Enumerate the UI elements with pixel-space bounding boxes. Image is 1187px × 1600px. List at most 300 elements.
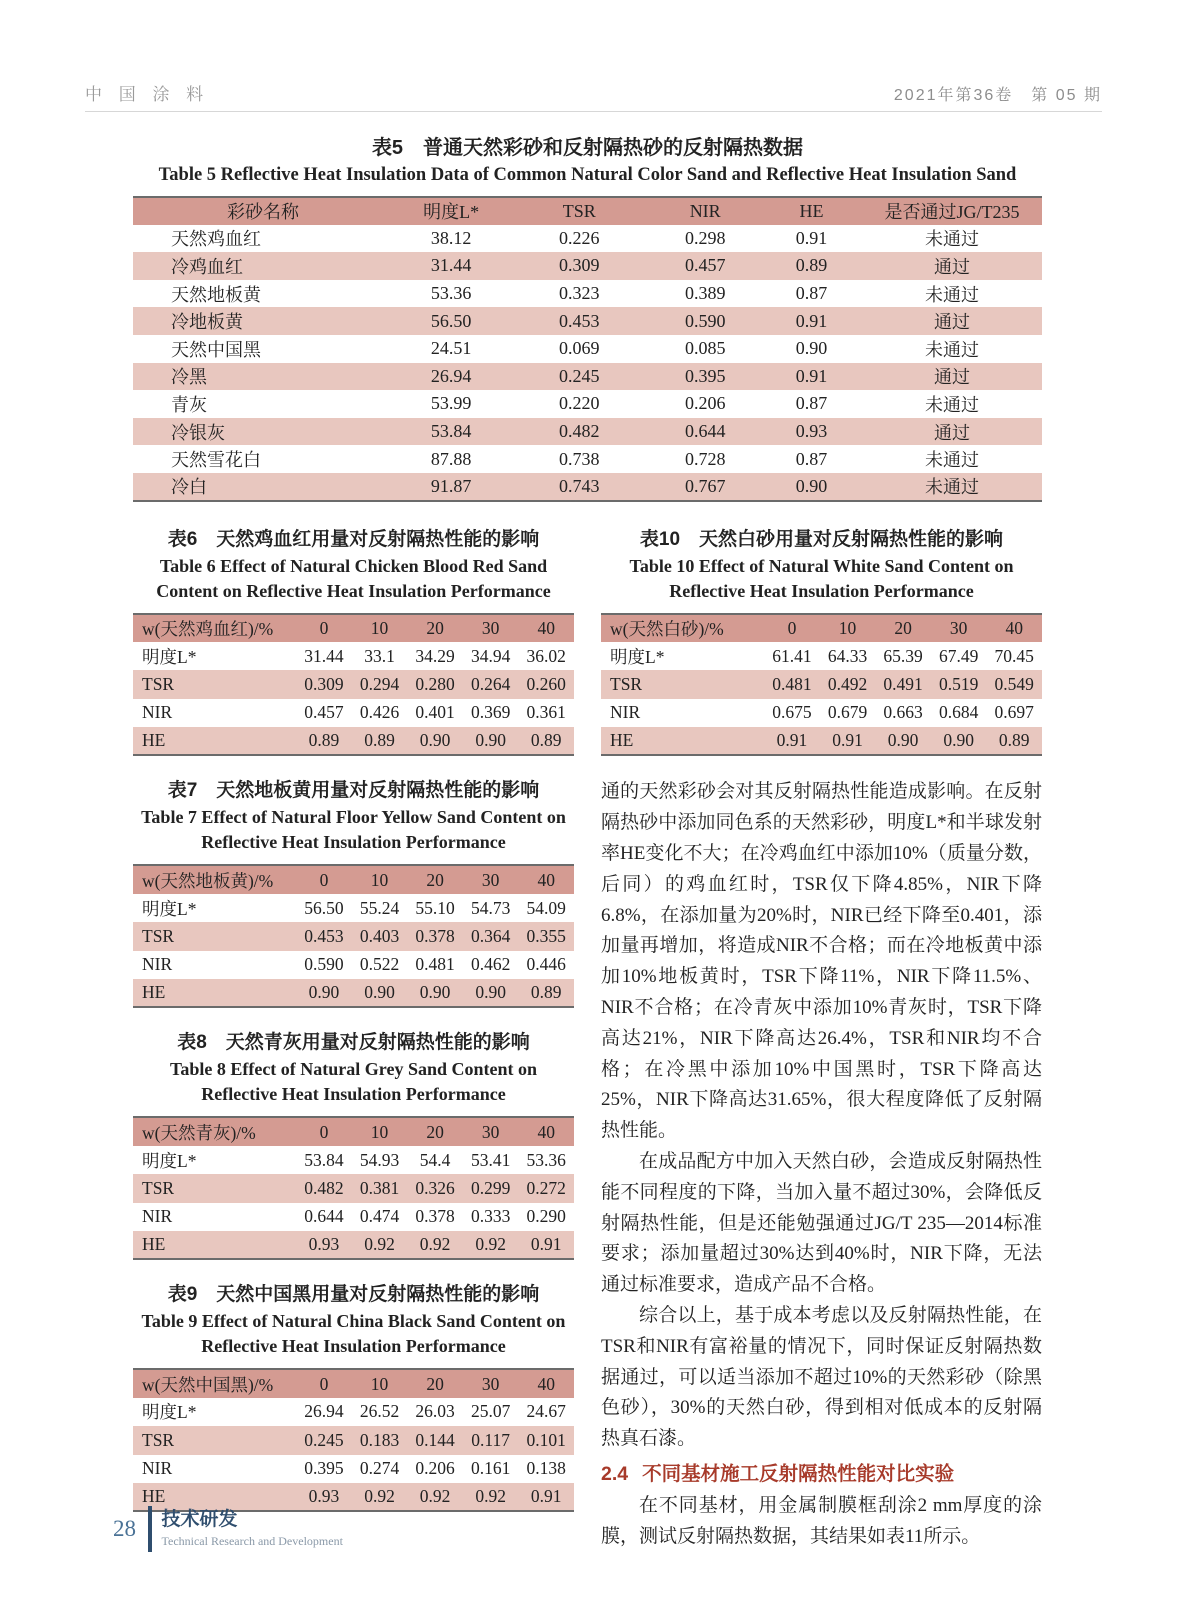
column-header: 40 <box>518 1117 574 1145</box>
cell-lightness: 53.36 <box>430 283 472 304</box>
table-row <box>601 670 1042 698</box>
cell-value: 0.90 <box>943 730 974 751</box>
cell-value: 0.446 <box>526 954 566 975</box>
cell-metric: HE <box>142 1486 166 1507</box>
cell-value: 0.92 <box>419 1234 451 1255</box>
cell-value: 0.92 <box>364 1234 395 1255</box>
table6-title-en: Content on Reflective Heat Insulation Performance <box>156 580 551 601</box>
column-header: w(天然中国黑)/% <box>133 1369 296 1397</box>
paragraph: 在不同基材，用金属制膜框刮涂2 mm厚度的涂膜，测试反射隔热数据，其结果如表11所示。 <box>601 1495 1042 1547</box>
cell-value: 55.10 <box>415 897 455 918</box>
cell-tsr: 0.738 <box>559 448 600 469</box>
cell-value: 25.07 <box>470 1401 511 1422</box>
table-row <box>133 473 1042 501</box>
column-header: 30 <box>463 1369 519 1397</box>
cell-value: 0.663 <box>883 702 923 723</box>
cell-value: 0.684 <box>938 702 979 723</box>
cell-value: 36.02 <box>526 645 566 666</box>
table6 <box>133 613 574 757</box>
paragraph: 在成品配方中加入天然白砂，会造成反射隔热性能不同程度的下降，当加入量不超过30%，会降低反射隔热性能，但是还能勉强通过JG/T 235—2014标准要求；添加量超过30%达到40%时，NIR下降，无法通过标准要求，造成产品不合格。 <box>601 1151 1042 1296</box>
table6-title-zh: 表6 天然鸡血红用量对反射隔热性能的影响 <box>167 528 540 550</box>
cell-value: 54.93 <box>359 1149 400 1170</box>
cell-pass: 未通过 <box>924 284 979 305</box>
cell-value: 0.333 <box>470 1206 511 1227</box>
column-header: 0 <box>296 1117 352 1145</box>
cell-value: 0.364 <box>470 925 511 946</box>
cell-value: 34.29 <box>415 645 455 666</box>
cell-value: 0.644 <box>304 1206 344 1227</box>
cell-value: 0.90 <box>887 730 919 751</box>
cell-metric: HE <box>142 1234 166 1255</box>
cell-value: 0.89 <box>364 730 395 751</box>
table-row <box>133 363 1042 391</box>
cell-value: 0.492 <box>827 674 868 694</box>
footer-section <box>162 1509 343 1549</box>
cell-value: 0.91 <box>832 730 863 751</box>
table8 <box>133 1116 574 1260</box>
table-row <box>133 670 574 698</box>
cell-metric: TSR <box>142 1429 175 1450</box>
table-row <box>133 894 574 922</box>
table5-header <box>133 197 1042 225</box>
issue-info: 2021年第36卷 第 05 期 <box>893 87 1102 104</box>
cell-value: 0.117 <box>471 1429 510 1450</box>
table-row <box>133 280 1042 308</box>
cell-nir: 0.590 <box>684 310 726 331</box>
cell-lightness: 53.99 <box>430 393 472 414</box>
cell-value: 0.93 <box>308 1234 340 1255</box>
cell-value: 0.309 <box>304 674 344 694</box>
cell-value: 53.36 <box>526 1149 566 1170</box>
section-heading-2-4 <box>601 1457 1042 1491</box>
journal-name: 中 国 涂 料 <box>85 85 210 104</box>
cell-metric: NIR <box>142 1458 173 1479</box>
cell-value: 0.326 <box>415 1177 455 1198</box>
table-row <box>133 1203 574 1231</box>
cell-value: 0.92 <box>475 1486 506 1507</box>
column-header: HE <box>761 197 862 225</box>
cell-value: 26.03 <box>415 1401 455 1422</box>
column-header: 40 <box>518 614 574 642</box>
cell-value: 0.426 <box>359 702 400 723</box>
table5 <box>133 196 1042 502</box>
column-header: 30 <box>463 1117 519 1145</box>
table10-title-zh: 表10 天然白砂用量对反射隔热性能的影响 <box>639 528 1004 550</box>
table7 <box>133 864 574 1008</box>
cell-metric: TSR <box>142 1177 175 1198</box>
cell-value: 0.90 <box>475 982 506 1003</box>
cell-pass: 通过 <box>933 367 970 388</box>
table7-block <box>133 777 574 1008</box>
cell-metric: 明度L* <box>142 1150 197 1171</box>
section-title: 不同基材施工反射隔热性能对比实验 <box>642 1463 955 1486</box>
cell-value: 0.91 <box>530 1234 562 1255</box>
cell-value: 0.183 <box>359 1429 400 1450</box>
column-header: 10 <box>352 1117 408 1145</box>
cell-sand-name: 天然地板黄 <box>171 284 261 305</box>
cell-value: 65.39 <box>883 645 923 666</box>
table5-block <box>133 134 1042 502</box>
body-text <box>601 777 1042 1552</box>
cell-value: 0.395 <box>304 1458 344 1479</box>
cell-nir: 0.389 <box>684 283 726 304</box>
column-header: 30 <box>463 865 519 893</box>
table8-block <box>133 1029 574 1260</box>
column-header: 20 <box>407 1369 463 1397</box>
running-head <box>0 0 1187 111</box>
cell-sand-name: 冷银灰 <box>171 422 225 443</box>
cell-value: 0.90 <box>419 730 451 751</box>
cell-value: 0.138 <box>526 1458 566 1479</box>
cell-tsr: 0.743 <box>559 475 600 496</box>
cell-value: 54.4 <box>419 1149 451 1170</box>
cell-he: 0.91 <box>795 365 828 386</box>
table8-body <box>133 1146 574 1260</box>
cell-value: 0.206 <box>415 1458 455 1479</box>
cell-value: 24.67 <box>526 1401 566 1422</box>
column-header: w(天然地板黄)/% <box>133 865 296 893</box>
table9 <box>133 1368 574 1512</box>
cell-value: 0.401 <box>415 702 455 723</box>
cell-metric: NIR <box>142 954 173 975</box>
table5-title-zh: 表5 普通天然彩砂和反射隔热砂的反射隔热数据 <box>371 137 804 159</box>
section-number: 2.4 <box>601 1463 629 1486</box>
footer-section-zh: 技术研发 <box>161 1509 238 1530</box>
table7-title-zh: 表7 天然地板黄用量对反射隔热性能的影响 <box>167 780 540 802</box>
cell-value: 54.73 <box>470 897 511 918</box>
column-header: 明度L* <box>393 197 509 225</box>
cell-tsr: 0.226 <box>559 227 600 248</box>
cell-value: 0.457 <box>304 702 344 723</box>
cell-tsr: 0.069 <box>559 338 600 359</box>
column-header: NIR <box>649 197 761 225</box>
table-row <box>133 1426 574 1454</box>
page-content <box>0 112 1187 1553</box>
table-row <box>133 1146 574 1174</box>
table-row <box>133 1174 574 1202</box>
cell-lightness: 91.87 <box>430 475 472 496</box>
column-header: 20 <box>407 1117 463 1145</box>
table7-title-en: Reflective Heat Insulation Performance <box>201 832 506 853</box>
table8-title-zh: 表8 天然青灰用量对反射隔热性能的影响 <box>177 1032 530 1054</box>
cell-value: 0.481 <box>415 954 455 975</box>
table9-body <box>133 1398 574 1512</box>
cell-value: 61.41 <box>772 645 812 666</box>
cell-sand-name: 冷地板黄 <box>171 312 243 333</box>
cell-nir: 0.644 <box>684 421 726 442</box>
cell-lightness: 26.94 <box>430 365 472 386</box>
table-row <box>133 642 574 670</box>
cell-value: 64.33 <box>827 645 868 666</box>
cell-value: 0.299 <box>470 1177 511 1198</box>
column-header: 0 <box>296 614 352 642</box>
cell-value: 0.92 <box>364 1486 395 1507</box>
cell-metric: TSR <box>610 674 643 694</box>
cell-metric: HE <box>610 730 634 751</box>
cell-pass: 通过 <box>933 312 970 333</box>
cell-value: 0.90 <box>364 982 395 1003</box>
cell-sand-name: 冷黑 <box>171 367 207 388</box>
cell-metric: 明度L* <box>142 898 197 919</box>
column-header: TSR <box>509 197 649 225</box>
cell-value: 0.93 <box>308 1486 340 1507</box>
table-row <box>133 335 1042 363</box>
table5-body <box>133 225 1042 501</box>
cell-pass: 通过 <box>933 256 970 277</box>
cell-value: 26.52 <box>359 1401 400 1422</box>
cell-metric: 明度L* <box>142 1402 197 1423</box>
cell-metric: 明度L* <box>610 646 665 667</box>
cell-value: 0.369 <box>470 702 511 723</box>
table-row <box>133 951 574 979</box>
cell-lightness: 38.12 <box>430 227 472 248</box>
cell-pass: 未通过 <box>924 477 979 498</box>
cell-nir: 0.767 <box>684 475 726 496</box>
column-header: 20 <box>875 614 931 642</box>
cell-pass: 未通过 <box>924 450 979 471</box>
cell-value: 0.462 <box>470 954 511 975</box>
cell-metric: HE <box>142 730 166 751</box>
cell-he: 0.91 <box>795 227 828 248</box>
cell-sand-name: 冷白 <box>171 477 207 498</box>
column-header: 0 <box>296 1369 352 1397</box>
column-header: 10 <box>352 865 408 893</box>
cell-sand-name: 冷鸡血红 <box>171 256 243 277</box>
column-header: 20 <box>407 614 463 642</box>
page-number: 28 <box>113 1516 136 1541</box>
column-header: 10 <box>820 614 876 642</box>
cell-pass: 通过 <box>933 422 970 443</box>
cell-he: 0.93 <box>795 421 828 442</box>
table-row <box>133 922 574 950</box>
table10-body <box>601 642 1042 756</box>
cell-he: 0.87 <box>795 393 828 414</box>
cell-tsr: 0.453 <box>559 310 600 331</box>
table-row <box>133 1398 574 1426</box>
table8-title-en: Reflective Heat Insulation Performance <box>201 1084 506 1105</box>
cell-he: 0.89 <box>795 255 828 276</box>
cell-nir: 0.085 <box>684 338 726 359</box>
column-header: 40 <box>518 865 574 893</box>
paragraph: 通的天然彩砂会对其反射隔热性能造成影响。在反射隔热砂中添加同色系的天然彩砂，明度L*和半球发射率HE变化不大；在冷鸡血红中添加10%（质量分数，后同）的鸡血红时，TSR仅下降4.85%，NIR下降6.8%，在添加量为20%时，NIR已经下降至0.401，添加量再增加，将造成NIR不合格；而在冷地板黄中添加10%地板黄时，TSR下降11%，NIR下降11.5%、NIR不合格；在冷青灰中添加10%青灰时，TSR下降高达21%，NIR下降高达26.4%，TSR和NIR均不合格；在冷黑中添加10%中国黑时，TSR下降高达25%，NIR下降高达31.65%，很大程度降低了反射隔热性能。 <box>601 781 1042 1142</box>
table6-body <box>133 642 574 756</box>
cell-tsr: 0.323 <box>559 283 600 304</box>
cell-value: 0.403 <box>359 925 400 946</box>
table-row <box>601 727 1042 755</box>
column-header: 20 <box>407 865 463 893</box>
cell-nir: 0.206 <box>684 393 726 414</box>
table10 <box>601 613 1042 757</box>
cell-value: 0.290 <box>526 1206 566 1227</box>
cell-value: 0.91 <box>530 1486 562 1507</box>
table-row <box>133 225 1042 253</box>
cell-lightness: 31.44 <box>430 255 472 276</box>
cell-metric: NIR <box>610 702 641 723</box>
table-row <box>133 1231 574 1259</box>
cell-tsr: 0.482 <box>559 421 600 442</box>
cell-nir: 0.298 <box>684 227 726 248</box>
cell-value: 0.90 <box>308 982 340 1003</box>
cell-value: 0.294 <box>359 674 400 694</box>
cell-tsr: 0.220 <box>559 393 600 414</box>
table-row <box>133 418 1042 446</box>
column-header: 30 <box>463 614 519 642</box>
column-header: 0 <box>296 865 352 893</box>
cell-metric: TSR <box>142 925 175 946</box>
cell-lightness: 53.84 <box>430 421 472 442</box>
footer-section-en: Technical Research and Development <box>161 1534 343 1548</box>
column-header: 彩砂名称 <box>133 197 393 225</box>
cell-value: 54.09 <box>526 897 566 918</box>
cell-value: 0.91 <box>776 730 808 751</box>
cell-sand-name: 天然雪花白 <box>171 450 261 471</box>
cell-he: 0.91 <box>795 310 828 331</box>
cell-metric: NIR <box>142 1206 173 1227</box>
table-row <box>133 307 1042 335</box>
table-row <box>133 445 1042 473</box>
right-column <box>601 526 1042 1553</box>
cell-he: 0.90 <box>795 338 828 359</box>
cell-value: 0.590 <box>304 954 344 975</box>
cell-value: 0.89 <box>998 730 1030 751</box>
cell-value: 0.675 <box>772 702 812 723</box>
cell-value: 0.453 <box>304 925 344 946</box>
cell-value: 0.482 <box>304 1177 344 1198</box>
cell-he: 0.90 <box>795 475 828 496</box>
column-header: 40 <box>518 1369 574 1397</box>
cell-value: 26.94 <box>304 1401 344 1422</box>
cell-value: 0.474 <box>359 1206 400 1227</box>
cell-he: 0.87 <box>795 448 828 469</box>
cell-value: 0.491 <box>883 674 923 694</box>
cell-value: 0.378 <box>415 1206 455 1227</box>
cell-value: 55.24 <box>359 897 400 918</box>
cell-value: 0.549 <box>994 674 1034 694</box>
table8-title-en: Table 8 Effect of Natural Grey Sand Content on <box>169 1059 537 1080</box>
table9-title-zh: 表9 天然中国黑用量对反射隔热性能的影响 <box>167 1284 540 1306</box>
cell-value: 0.381 <box>359 1177 400 1198</box>
table-row <box>133 390 1042 418</box>
cell-value: 0.272 <box>526 1177 566 1198</box>
table-row <box>133 979 574 1007</box>
cell-tsr: 0.245 <box>559 365 600 386</box>
column-header: 30 <box>931 614 987 642</box>
cell-value: 53.41 <box>470 1149 511 1170</box>
cell-value: 0.101 <box>526 1429 566 1450</box>
cell-value: 0.90 <box>419 982 451 1003</box>
footer-divider <box>148 1506 152 1552</box>
column-header: 10 <box>352 614 408 642</box>
cell-he: 0.87 <box>795 283 828 304</box>
cell-value: 0.280 <box>415 674 455 694</box>
table10-title-en: Reflective Heat Insulation Performance <box>669 580 974 601</box>
table6-title-en: Table 6 Effect of Natural Chicken Blood Red Sand <box>159 555 548 576</box>
cell-nir: 0.457 <box>684 255 726 276</box>
cell-metric: TSR <box>142 674 175 694</box>
cell-value: 0.89 <box>530 982 562 1003</box>
cell-value: 0.481 <box>772 674 812 694</box>
table10-title-en: Table 10 Effect of Natural White Sand Content on <box>629 555 1014 576</box>
cell-value: 0.264 <box>470 674 511 694</box>
column-header: w(天然鸡血红)/% <box>133 614 296 642</box>
table9-title-en: Reflective Heat Insulation Performance <box>201 1336 506 1357</box>
cell-value: 56.50 <box>304 897 344 918</box>
cell-nir: 0.395 <box>684 365 726 386</box>
cell-pass: 未通过 <box>924 394 979 415</box>
table9-title-en: Table 9 Effect of Natural China Black Sand Content on <box>141 1311 566 1332</box>
cell-value: 0.361 <box>526 702 566 723</box>
cell-metric: NIR <box>142 702 173 723</box>
column-header: 是否通过JG/T235 <box>862 197 1042 225</box>
cell-metric: 明度L* <box>142 646 197 667</box>
table5-title-en: Table 5 Reflective Heat Insulation Data of Common Natural Color Sand and Reflective Heat Insulation Sand <box>158 165 1017 185</box>
column-header: 0 <box>764 614 820 642</box>
cell-value: 0.378 <box>415 925 455 946</box>
cell-value: 0.89 <box>530 730 562 751</box>
cell-value: 0.679 <box>827 702 868 723</box>
two-column-area <box>133 526 1042 1553</box>
cell-value: 0.89 <box>308 730 340 751</box>
table-row <box>133 1455 574 1483</box>
table-row <box>601 642 1042 670</box>
table6-block <box>133 526 574 757</box>
cell-lightness: 24.51 <box>430 338 472 359</box>
table-row <box>601 699 1042 727</box>
column-header: w(天然白砂)/% <box>601 614 764 642</box>
paragraph: 综合以上，基于成本考虑以及反射隔热性能，在TSR和NIR有富裕量的情况下，同时保证反射隔热数据通过，可以适当添加不超过10%的天然彩砂（除黑色砂），30%的天然白砂，得到相对低成本的反射隔热真石漆。 <box>601 1305 1042 1450</box>
column-header: w(天然青灰)/% <box>133 1117 296 1145</box>
table7-title-en: Table 7 Effect of Natural Floor Yellow Sand Content on <box>141 807 566 828</box>
cell-value: 53.84 <box>304 1149 344 1170</box>
cell-value: 70.45 <box>994 645 1034 666</box>
table9-block <box>133 1281 574 1512</box>
cell-pass: 未通过 <box>924 229 979 250</box>
cell-tsr: 0.309 <box>559 255 600 276</box>
cell-value: 0.260 <box>526 674 566 694</box>
cell-pass: 未通过 <box>924 339 979 360</box>
table7-body <box>133 894 574 1008</box>
cell-lightness: 56.50 <box>430 310 472 331</box>
cell-metric: HE <box>142 982 166 1003</box>
cell-nir: 0.728 <box>684 448 726 469</box>
cell-value: 0.355 <box>526 925 566 946</box>
cell-value: 34.94 <box>470 645 511 666</box>
cell-value: 31.44 <box>304 645 344 666</box>
cell-sand-name: 青灰 <box>171 394 207 415</box>
page-footer <box>113 1506 343 1552</box>
cell-value: 0.274 <box>359 1458 400 1479</box>
cell-value: 0.92 <box>419 1486 451 1507</box>
cell-value: 0.519 <box>938 674 979 694</box>
cell-lightness: 87.88 <box>430 448 472 469</box>
left-column <box>133 526 574 1534</box>
cell-value: 0.697 <box>994 702 1034 723</box>
cell-value: 0.522 <box>359 954 400 975</box>
cell-value: 0.161 <box>470 1458 511 1479</box>
cell-sand-name: 天然中国黑 <box>171 339 261 360</box>
cell-value: 0.90 <box>475 730 506 751</box>
table10-block <box>601 526 1042 757</box>
table-row <box>133 727 574 755</box>
table-row <box>133 252 1042 280</box>
column-header: 40 <box>986 614 1042 642</box>
table-row <box>133 699 574 727</box>
column-header: 10 <box>352 1369 408 1397</box>
cell-value: 67.49 <box>938 645 979 666</box>
cell-value: 33.1 <box>364 645 395 666</box>
cell-value: 0.144 <box>415 1429 455 1450</box>
cell-value: 0.245 <box>304 1429 344 1450</box>
